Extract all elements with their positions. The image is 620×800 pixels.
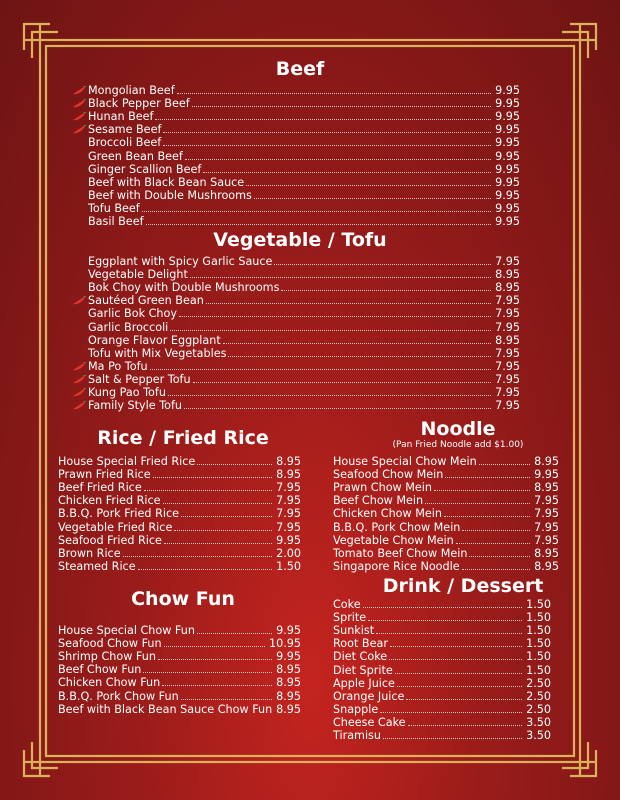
- item-price: 8.95: [276, 455, 301, 468]
- item-name: B.B.Q. Pork Chow Mein: [333, 520, 461, 534]
- dot-leader: [406, 699, 522, 700]
- item-name: Tiramisu: [333, 729, 381, 742]
- item-name: Family Style Tofu: [88, 399, 183, 413]
- item-name: Chicken Chow Mein: [333, 507, 442, 521]
- chili-pepper-icon: [72, 296, 86, 306]
- item-price: 8.95: [276, 663, 301, 677]
- noodle-section-title: Noodle: [420, 418, 496, 440]
- chili-pepper-icon: [72, 401, 86, 411]
- item-name: Seafood Chow Mein: [333, 468, 444, 482]
- item-price: 9.95: [495, 175, 520, 189]
- menu-item: [88, 136, 520, 149]
- menu-item: [88, 215, 520, 228]
- chili-pepper-icon: [72, 388, 86, 398]
- menu-item: [58, 663, 301, 676]
- item-price: 9.95: [495, 136, 520, 150]
- item-price: 8.95: [495, 333, 520, 347]
- item-price: 3.50: [526, 729, 551, 742]
- item-name: Chicken Chow Fun: [58, 676, 161, 690]
- item-price: 9.95: [495, 110, 520, 124]
- item-name: Tofu Beef: [88, 201, 140, 215]
- dot-leader: [185, 159, 491, 160]
- menu-item: [333, 521, 559, 534]
- dot-leader: [254, 198, 491, 199]
- dot-leader: [469, 556, 530, 557]
- dot-leader: [123, 556, 272, 557]
- item-price: 9.95: [495, 84, 520, 97]
- item-name: Prawn Chow Mein: [333, 481, 432, 495]
- dot-leader: [274, 264, 491, 265]
- item-name: Eggplant with Spicy Garlic Sauce: [88, 255, 273, 268]
- dot-leader: [177, 93, 491, 94]
- dot-leader: [376, 633, 522, 634]
- item-price: 7.95: [495, 320, 520, 334]
- menu-item: [58, 637, 301, 650]
- menu-item: [333, 637, 551, 650]
- menu-item: [88, 294, 520, 307]
- menu-item: [333, 729, 551, 742]
- item-price: 8.95: [495, 268, 520, 282]
- dot-leader: [163, 503, 272, 504]
- dot-leader: [150, 369, 491, 370]
- menu-item: [333, 507, 559, 520]
- menu-item: [58, 547, 301, 560]
- menu-item: [88, 334, 520, 347]
- dot-leader: [383, 738, 522, 739]
- dot-leader: [168, 395, 491, 396]
- dot-leader: [363, 607, 522, 608]
- menu-item: [333, 481, 559, 494]
- item-price: 8.95: [534, 481, 559, 495]
- item-price: 8.95: [534, 455, 559, 468]
- dot-leader: [163, 132, 491, 133]
- item-price: 8.95: [534, 559, 559, 573]
- item-name: Orange Juice: [333, 689, 405, 703]
- dot-leader: [397, 686, 522, 687]
- item-name: Basil Beef: [88, 215, 144, 228]
- item-price: 9.95: [276, 624, 301, 637]
- chili-pepper-icon: [72, 99, 86, 109]
- item-price: 2.50: [526, 676, 551, 690]
- dot-leader: [193, 382, 491, 383]
- item-price: 1.50: [526, 650, 551, 664]
- dot-leader: [368, 620, 522, 621]
- dot-leader: [144, 490, 272, 491]
- menu-item: [58, 468, 301, 481]
- menu-item: [333, 703, 551, 716]
- item-name: Broccoli Beef: [88, 136, 162, 150]
- menu-item: [333, 690, 551, 703]
- item-price: 1.50: [526, 637, 551, 651]
- dot-leader: [184, 408, 491, 409]
- dot-leader: [203, 172, 491, 173]
- item-name: Beef Fried Rice: [58, 481, 142, 495]
- item-price: 1.50: [526, 624, 551, 638]
- item-name: Sesame Beef: [88, 123, 162, 137]
- item-name: Coke: [333, 598, 361, 611]
- menu-item: [88, 386, 520, 399]
- dot-leader: [164, 543, 272, 544]
- dot-leader: [206, 303, 491, 304]
- item-name: Beef Chow Mein: [333, 494, 424, 508]
- menu-item: [333, 611, 551, 624]
- menu-item: [88, 255, 520, 268]
- vegetable-section-title: Vegetable / Tofu: [213, 229, 387, 251]
- dot-leader: [170, 330, 491, 331]
- menu-item: [58, 624, 301, 637]
- dot-leader: [444, 516, 530, 517]
- dot-leader: [174, 530, 272, 531]
- chili-pepper-icon: [72, 86, 86, 96]
- dot-leader: [192, 106, 491, 107]
- item-price: 9.95: [495, 123, 520, 137]
- menu-item: [88, 373, 520, 386]
- dot-leader: [179, 316, 491, 317]
- item-name: Shrimp Chow Fun: [58, 650, 156, 664]
- dot-leader: [146, 224, 491, 225]
- menu-item: [88, 97, 520, 110]
- item-name: Chicken Fried Rice: [58, 494, 161, 508]
- menu-item: [88, 360, 520, 373]
- item-price: 9.95: [276, 533, 301, 547]
- item-price: 7.95: [534, 507, 559, 521]
- dot-leader: [456, 543, 530, 544]
- item-price: 8.95: [495, 281, 520, 295]
- dot-leader: [445, 477, 530, 478]
- item-name: Beef with Black Bean Sauce Chow Fun: [58, 702, 273, 716]
- menu-item: [333, 455, 559, 468]
- menu-item: [58, 494, 301, 507]
- chili-pepper-icon: [72, 362, 86, 372]
- item-name: Mongolian Beef: [88, 84, 175, 97]
- menu-item: [333, 677, 551, 690]
- item-name: Singapore Rice Noodle: [333, 559, 460, 573]
- menu-item: [88, 123, 520, 136]
- item-name: House Special Fried Rice: [58, 455, 196, 468]
- item-name: Brown Rice: [58, 546, 121, 560]
- item-price: 2.50: [526, 702, 551, 716]
- menu-item: [58, 455, 301, 468]
- item-price: 8.95: [276, 676, 301, 690]
- dot-leader: [197, 464, 272, 465]
- dot-leader: [163, 145, 491, 146]
- item-name: Cheese Cake: [333, 715, 406, 729]
- item-name: Beef Chow Fun: [58, 663, 142, 677]
- item-name: Garlic Bok Choy: [88, 307, 177, 321]
- item-name: Kung Pao Tofu: [88, 386, 166, 399]
- dot-leader: [223, 343, 491, 344]
- menu-item: [88, 307, 520, 320]
- item-name: Tofu with Mix Vegetables: [88, 346, 227, 360]
- item-price: 7.95: [276, 494, 301, 508]
- item-price: 9.95: [495, 149, 520, 163]
- item-price: 3.50: [526, 715, 551, 729]
- item-name: Sunkist: [333, 624, 375, 638]
- item-price: 8.95: [276, 689, 301, 703]
- item-name: House Special Chow Mein: [333, 455, 477, 468]
- menu-item: [88, 84, 520, 97]
- menu-item: [58, 481, 301, 494]
- menu-item: [58, 534, 301, 547]
- dot-leader: [408, 725, 522, 726]
- item-price: 1.50: [526, 611, 551, 625]
- item-price: 9.95: [276, 650, 301, 664]
- item-price: 9.95: [534, 468, 559, 482]
- menu-item: [88, 321, 520, 334]
- item-name: Green Bean Beef: [88, 149, 183, 163]
- item-price: 7.95: [276, 507, 301, 521]
- item-name: Tomato Beef Chow Mein: [333, 546, 468, 560]
- menu-item: [88, 399, 520, 412]
- item-price: 7.95: [276, 520, 301, 534]
- menu-item: [333, 534, 559, 547]
- item-price: 1.50: [526, 663, 551, 677]
- dot-leader: [246, 185, 491, 186]
- item-price: 7.95: [495, 359, 520, 373]
- item-name: Black Pepper Beef: [88, 97, 190, 111]
- item-price: 2.50: [526, 689, 551, 703]
- item-price: 1.50: [526, 598, 551, 611]
- item-price: 10.95: [268, 637, 301, 651]
- item-price: 7.95: [534, 520, 559, 534]
- item-price: 7.95: [495, 386, 520, 399]
- dot-leader: [425, 503, 530, 504]
- item-price: 8.95: [276, 702, 301, 716]
- menu-item: [88, 150, 520, 163]
- dot-leader: [181, 516, 272, 517]
- item-name: Seafood Chow Fun: [58, 637, 162, 651]
- item-name: Seafood Fried Rice: [58, 533, 162, 547]
- menu-item: [88, 163, 520, 176]
- chili-pepper-icon: [72, 375, 86, 385]
- menu-item: [58, 676, 301, 689]
- item-price: 7.95: [276, 481, 301, 495]
- menu-item: [88, 189, 520, 202]
- dot-leader: [462, 569, 530, 570]
- rice-section-title: Rice / Fried Rice: [97, 427, 269, 449]
- menu-item: [58, 703, 301, 716]
- menu-item: [333, 664, 551, 677]
- item-name: B.B.Q. Pork Fried Rice: [58, 507, 179, 521]
- dot-leader: [164, 646, 265, 647]
- item-name: Prawn Fried Rice: [58, 468, 151, 482]
- item-price: 9.95: [495, 201, 520, 215]
- dot-leader: [281, 290, 491, 291]
- item-name: Apple Juice: [333, 676, 395, 690]
- item-name: Orange Flavor Eggplant: [88, 333, 221, 347]
- item-name: Vegetable Chow Mein: [333, 533, 454, 547]
- item-price: 2.00: [276, 546, 301, 560]
- item-price: 8.95: [534, 546, 559, 560]
- menu-item: [58, 560, 301, 573]
- menu-item: [333, 716, 551, 729]
- menu-item: [333, 468, 559, 481]
- item-price: 9.95: [495, 97, 520, 111]
- dot-leader: [190, 277, 491, 278]
- menu-item: [88, 202, 520, 215]
- dot-leader: [389, 659, 522, 660]
- dot-leader: [390, 646, 522, 647]
- item-name: Beef with Double Mushrooms: [88, 188, 252, 202]
- dot-leader: [479, 464, 530, 465]
- item-name: Ginger Scallion Beef: [88, 162, 202, 176]
- item-price: 7.95: [495, 346, 520, 360]
- menu-item: [333, 624, 551, 637]
- item-name: Hunan Beef: [88, 110, 154, 124]
- item-name: Steamed Rice: [58, 559, 136, 573]
- menu-item: [333, 650, 551, 663]
- item-price: 9.95: [495, 162, 520, 176]
- item-name: B.B.Q. Pork Chow Fun: [58, 689, 179, 703]
- item-price: 7.95: [534, 494, 559, 508]
- dot-leader: [197, 633, 272, 634]
- dot-leader: [143, 672, 272, 673]
- dot-leader: [228, 356, 491, 357]
- item-price: 7.95: [495, 294, 520, 308]
- menu-item: [88, 176, 520, 189]
- item-name: Beef with Black Bean Sauce: [88, 175, 245, 189]
- item-name: Diet Coke: [333, 650, 388, 664]
- dot-leader: [181, 699, 272, 700]
- item-name: Sautéed Green Bean: [88, 294, 204, 308]
- item-name: Ma Po Tofu: [88, 359, 148, 373]
- menu-item: [88, 268, 520, 281]
- beef-section-title: Beef: [275, 58, 325, 80]
- drink-section-title: Drink / Dessert: [382, 575, 544, 597]
- menu-item: [58, 650, 301, 663]
- item-price: 1.50: [276, 559, 301, 573]
- item-name: Root Bear: [333, 637, 388, 651]
- dot-leader: [142, 211, 491, 212]
- item-price: 8.95: [276, 468, 301, 482]
- menu-item: [88, 347, 520, 360]
- menu-item: [333, 494, 559, 507]
- item-price: 7.95: [495, 255, 520, 268]
- item-name: Salt & Pepper Tofu: [88, 372, 191, 386]
- item-price: 7.95: [534, 533, 559, 547]
- dot-leader: [158, 659, 272, 660]
- item-name: Bok Choy with Double Mushrooms: [88, 281, 280, 295]
- chowfun-section-title: Chow Fun: [131, 588, 235, 610]
- item-name: Garlic Broccoli: [88, 320, 169, 334]
- dot-leader: [395, 673, 522, 674]
- menu-item: [333, 547, 559, 560]
- dot-leader: [380, 712, 522, 713]
- item-price: 9.95: [495, 215, 520, 228]
- chili-pepper-icon: [72, 112, 86, 122]
- dot-leader: [162, 685, 272, 686]
- item-price: 7.95: [495, 372, 520, 386]
- dot-leader: [434, 490, 530, 491]
- item-price: 7.95: [495, 307, 520, 321]
- menu-item: [88, 110, 520, 123]
- dot-leader: [153, 477, 272, 478]
- dot-leader: [462, 530, 530, 531]
- chili-pepper-icon: [72, 125, 86, 135]
- item-name: Diet Sprite: [333, 663, 393, 677]
- menu-item: [58, 507, 301, 520]
- menu-item: [58, 521, 301, 534]
- item-name: Snapple: [333, 702, 379, 716]
- menu-item: [88, 281, 520, 294]
- menu-item: [333, 598, 551, 611]
- dot-leader: [155, 119, 491, 120]
- item-name: Vegetable Fried Rice: [58, 520, 173, 534]
- item-name: Vegetable Delight: [88, 268, 188, 282]
- noodle-note: (Pan Fried Noodle add $1.00): [392, 440, 524, 450]
- menu-item: [58, 690, 301, 703]
- item-name: Sprite: [333, 611, 367, 625]
- menu-item: [333, 560, 559, 573]
- item-name: House Special Chow Fun: [58, 624, 195, 637]
- dot-leader: [138, 569, 272, 570]
- item-price: 7.95: [495, 399, 520, 413]
- item-price: 9.95: [495, 188, 520, 202]
